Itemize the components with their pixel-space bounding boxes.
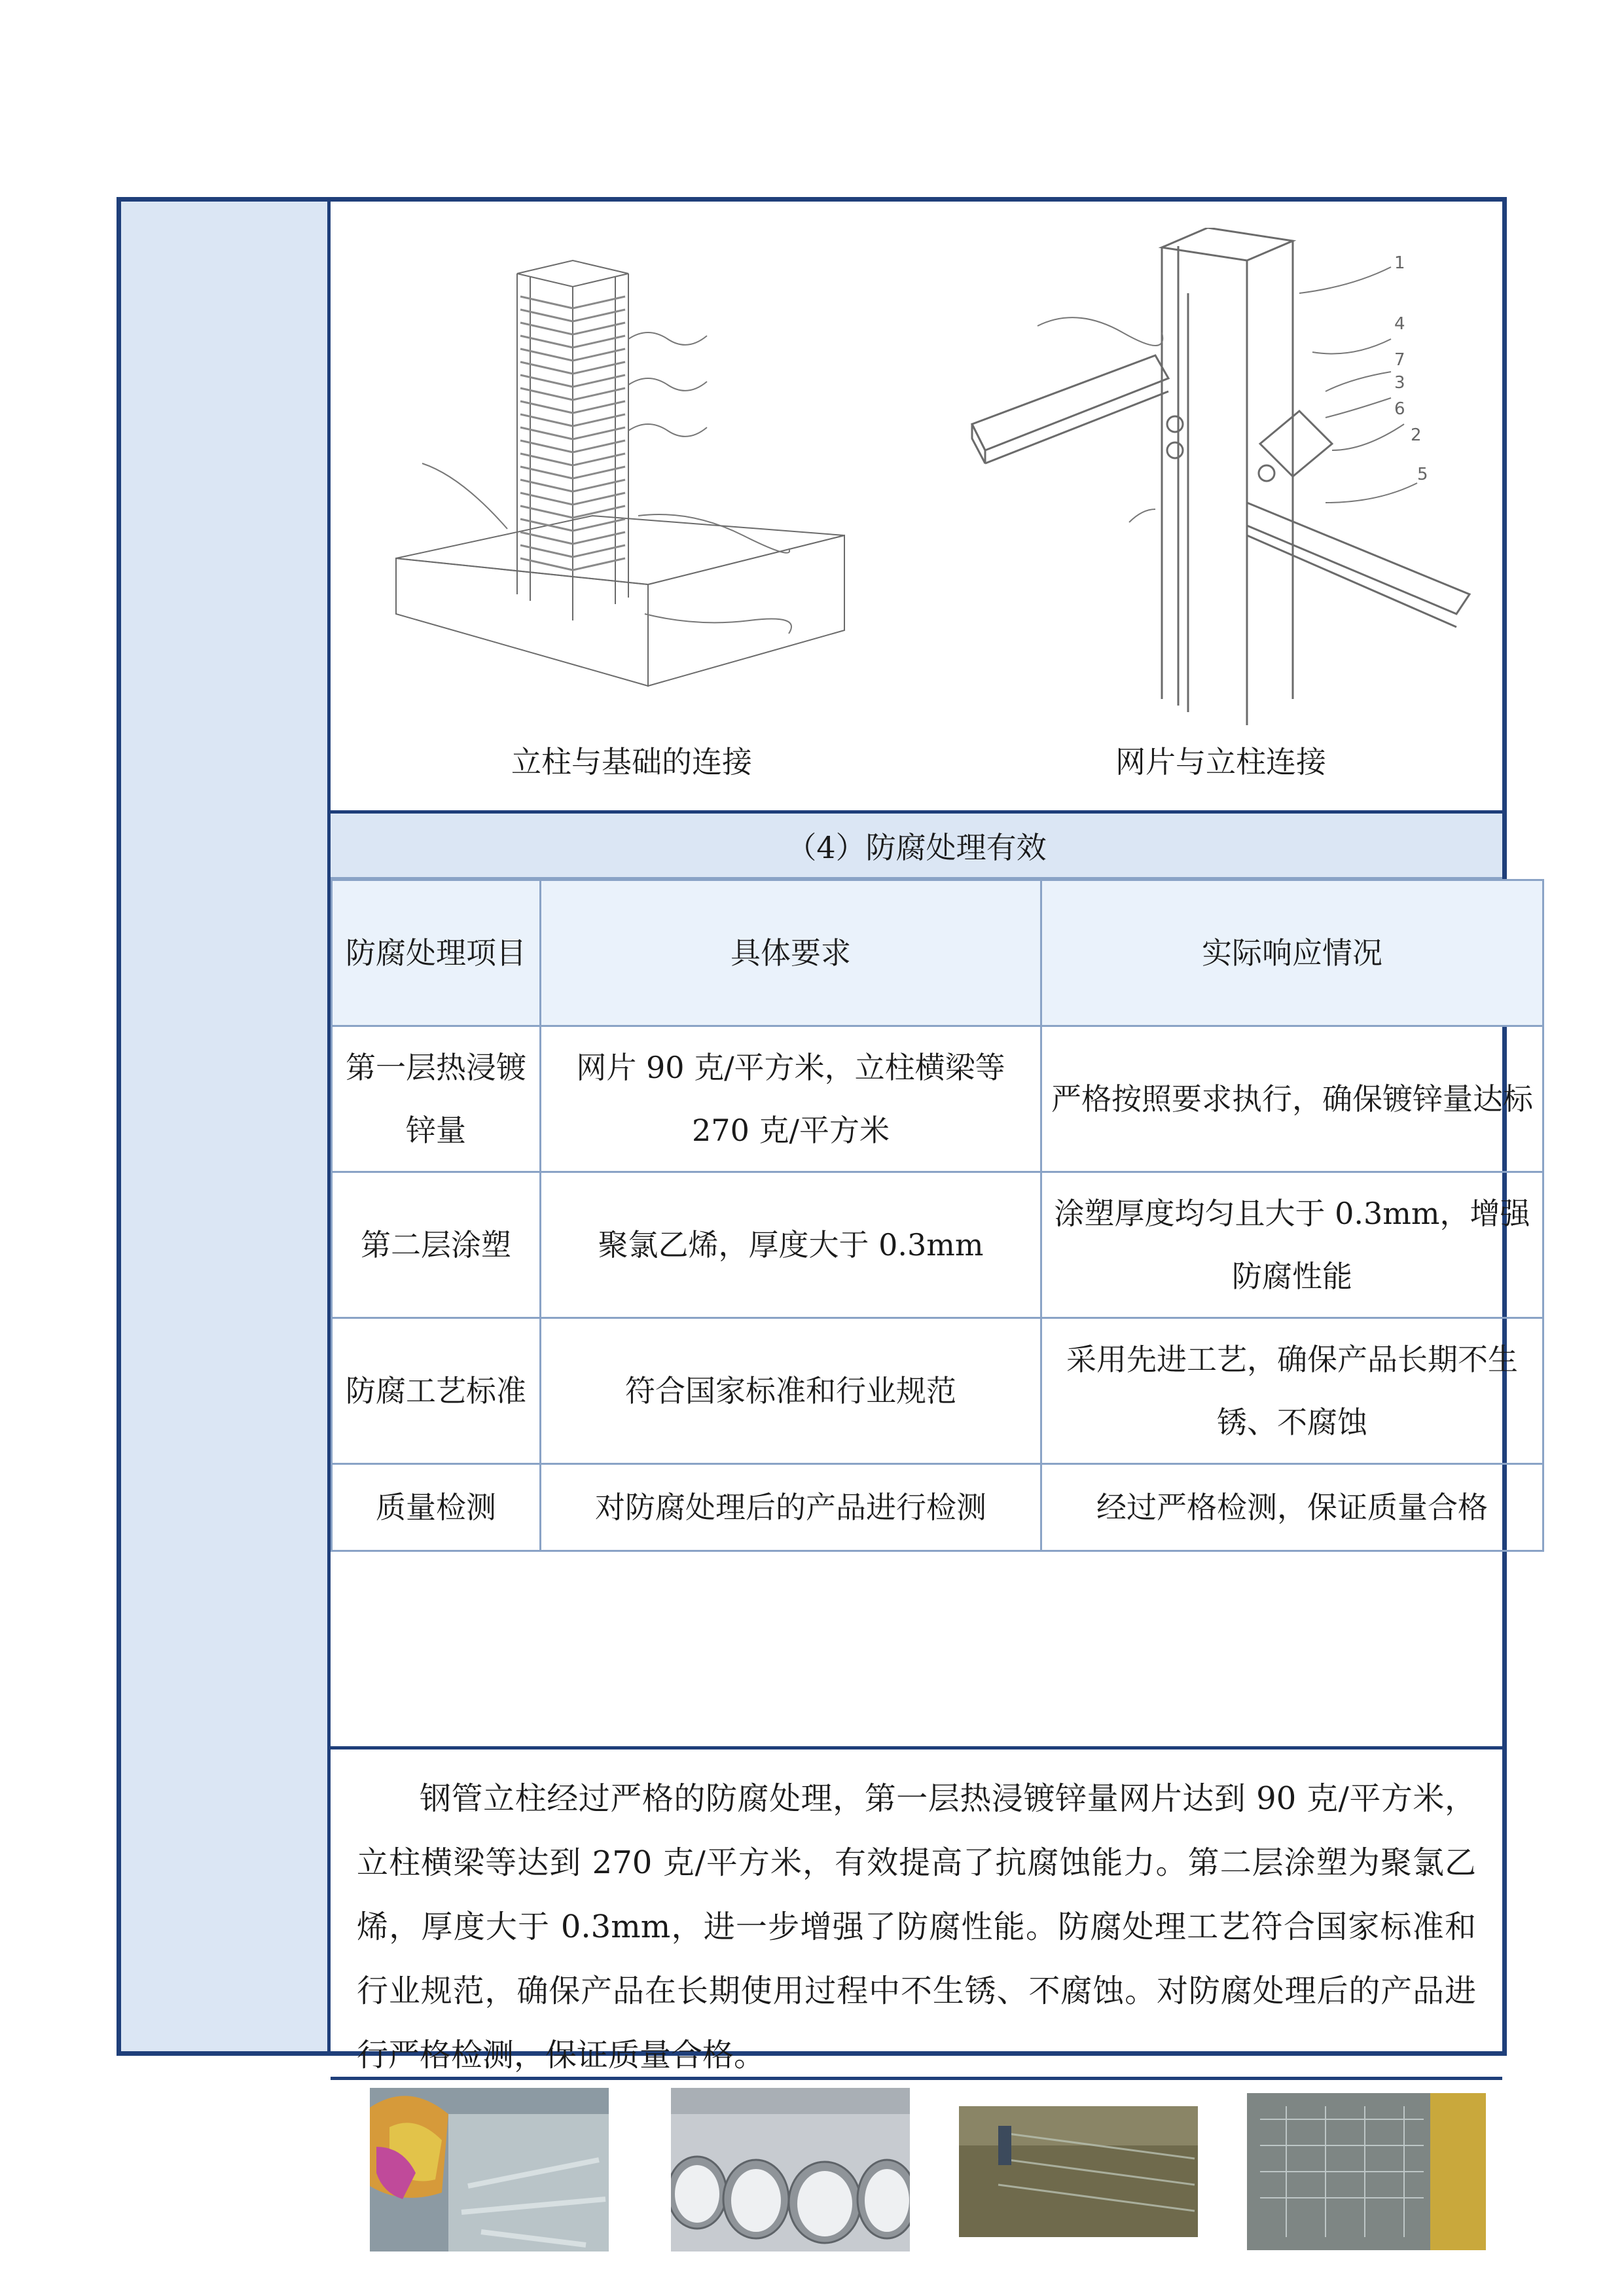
table-row (332, 1026, 1543, 1172)
mesh-stack-photo (1247, 2093, 1486, 2250)
table-row (332, 1464, 1543, 1551)
table-cell: 第一层热浸镀锌量 (332, 1026, 541, 1172)
table-cell: 防腐工艺标准 (332, 1318, 541, 1464)
main-column (331, 202, 1533, 2073)
tie-bar (520, 414, 573, 426)
tie-bar (520, 296, 573, 308)
tie-bar (520, 480, 573, 492)
callout-label: 4 (1394, 314, 1405, 334)
coated-pipes-photo (671, 2088, 910, 2251)
table-cell: 质量检测 (332, 1464, 541, 1551)
table-header-row (332, 880, 1543, 1026)
tie-bar (520, 427, 573, 439)
table-cell: 经过严格检测，保证质量合格 (1041, 1464, 1543, 1551)
table-row (332, 1172, 1543, 1318)
tie-bar (573, 545, 625, 557)
table-cell: 网片 90 克/平方米，立柱横梁等 270 克/平方米 (541, 1026, 1041, 1172)
fence-panels-photo (959, 2106, 1198, 2237)
summary-paragraph (331, 1746, 1502, 2080)
table-cell: 第二层涂塑 (332, 1172, 541, 1318)
tie-bar (520, 388, 573, 400)
worker-galvanizing-photo (370, 2088, 609, 2251)
tie-bar (573, 323, 625, 334)
tie-bar (573, 310, 625, 321)
callout-label: 5 (1417, 465, 1428, 484)
tie-bar (520, 545, 573, 557)
tie-bar (520, 336, 573, 348)
tie-bar (520, 454, 573, 465)
tie-bar (573, 375, 625, 387)
callout-label: 2 (1411, 425, 1422, 445)
tie-bar (573, 558, 625, 570)
table-cell: 对防腐处理后的产品进行检测 (541, 1464, 1041, 1551)
tie-bar (520, 506, 573, 518)
content-frame (117, 197, 1533, 2073)
tie-bar (573, 401, 625, 413)
tie-bar (573, 467, 625, 478)
tie-bar (573, 388, 625, 400)
table-cell: 严格按照要求执行，确保镀锌量达标 (1041, 1026, 1543, 1172)
tie-bar (573, 532, 625, 544)
column-foundation-drawing (383, 228, 880, 725)
tie-bar (573, 519, 625, 531)
tie-bar (520, 532, 573, 544)
tie-bar (573, 362, 625, 374)
tie-bar (520, 493, 573, 505)
callout-label: 6 (1394, 399, 1405, 419)
tie-bar (520, 349, 573, 361)
header-cell: 实际响应情况 (1041, 880, 1543, 1026)
tie-bar (520, 362, 573, 374)
header-cell: 具体要求 (541, 880, 1041, 1026)
figure-row (331, 202, 1502, 814)
table-row (332, 1318, 1543, 1464)
callout-label: 1 (1394, 253, 1405, 273)
left-column (121, 202, 331, 2051)
section-title: （4）防腐处理有效 (331, 814, 1502, 879)
tie-bar (573, 349, 625, 361)
tie-bar (520, 375, 573, 387)
tie-bar (573, 336, 625, 348)
figure-1-caption: 立柱与基础的连接 (511, 744, 752, 780)
summary-text: 钢管立柱经过严格的防腐处理，第一层热浸镀锌量网片达到 90 克/平方米，立柱横梁等达到 270 克/平方米，有效提高了抗腐蚀能力。第二层涂塑为聚氯乙烯，厚度大于 0.3mm，进一步增强了防腐性能。防腐处理工艺符合国家标准和行业规范，确保产品在长期使用过程中不生锈、不腐蚀。对防腐处理后的产品进行严格检测，保证质量合格。 (357, 1780, 1476, 2073)
tie-bar (573, 493, 625, 505)
callout-label: 7 (1394, 350, 1405, 370)
tie-bar (520, 440, 573, 452)
table-cell: 涂塑厚度均匀且大于 0.3mm，增强防腐性能 (1041, 1172, 1543, 1318)
table-cell: 符合国家标准和行业规范 (541, 1318, 1041, 1464)
photo-strip (331, 2080, 1502, 2257)
tie-bar (520, 401, 573, 413)
tie-bar (573, 414, 625, 426)
tie-bar (573, 454, 625, 465)
tie-bar (573, 440, 625, 452)
tie-bar (573, 480, 625, 492)
tie-bar (573, 296, 625, 308)
tie-bar (520, 558, 573, 570)
anticorrosion-table (331, 879, 1544, 1552)
tie-bar (520, 467, 573, 478)
callout-label: 3 (1394, 373, 1405, 393)
mesh-column-drawing (959, 228, 1483, 725)
table-cell: 聚氯乙烯，厚度大于 0.3mm (541, 1172, 1041, 1318)
table-cell: 采用先进工艺，确保产品长期不生锈、不腐蚀 (1041, 1318, 1543, 1464)
header-cell: 防腐处理项目 (332, 880, 541, 1026)
tie-bar (573, 427, 625, 439)
tie-bar (520, 310, 573, 321)
figure-2-caption: 网片与立柱连接 (1115, 744, 1326, 780)
tie-bar (520, 323, 573, 334)
